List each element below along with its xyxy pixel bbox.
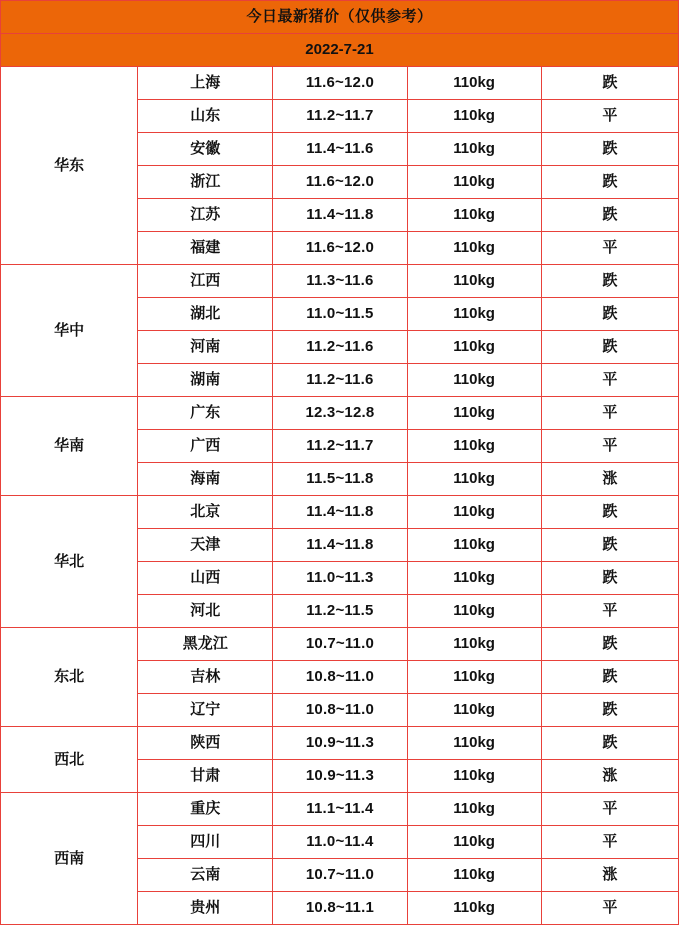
city-cell: 广东 [138,397,273,430]
city-cell: 山东 [138,100,273,133]
weight-cell: 110kg [407,232,541,265]
table-row [1,397,679,430]
weight-cell: 110kg [407,265,541,298]
city-cell: 广西 [138,430,273,463]
region-cell: 西北 [1,727,138,793]
trend-cell: 平 [541,892,678,925]
price-cell: 11.4~11.8 [273,496,407,529]
city-cell: 河南 [138,331,273,364]
trend-cell: 跌 [541,529,678,562]
trend-cell: 跌 [541,67,678,100]
trend-cell: 跌 [541,331,678,364]
price-cell: 11.0~11.3 [273,562,407,595]
trend-cell: 跌 [541,298,678,331]
weight-cell: 110kg [407,595,541,628]
price-cell: 11.2~11.7 [273,430,407,463]
city-cell: 甘肃 [138,760,273,793]
trend-cell: 平 [541,364,678,397]
weight-cell: 110kg [407,364,541,397]
city-cell: 湖北 [138,298,273,331]
city-cell: 黑龙江 [138,628,273,661]
weight-cell: 110kg [407,133,541,166]
region-cell: 华东 [1,67,138,265]
weight-cell: 110kg [407,694,541,727]
price-cell: 11.3~11.6 [273,265,407,298]
city-cell: 浙江 [138,166,273,199]
region-cell: 华南 [1,397,138,496]
table-row [1,628,679,661]
page-title: 今日最新猪价（仅供参考） [1,1,679,34]
trend-cell: 跌 [541,166,678,199]
weight-cell: 110kg [407,496,541,529]
trend-cell: 平 [541,793,678,826]
city-cell: 上海 [138,67,273,100]
trend-cell: 平 [541,826,678,859]
table-body [1,67,679,925]
city-cell: 辽宁 [138,694,273,727]
price-cell: 11.4~11.8 [273,199,407,232]
city-cell: 吉林 [138,661,273,694]
trend-cell: 平 [541,232,678,265]
weight-cell: 110kg [407,463,541,496]
price-cell: 11.2~11.5 [273,595,407,628]
city-cell: 江苏 [138,199,273,232]
region-cell: 东北 [1,628,138,727]
weight-cell: 110kg [407,760,541,793]
weight-cell: 110kg [407,397,541,430]
trend-cell: 涨 [541,859,678,892]
trend-cell: 平 [541,100,678,133]
table-date-row [1,34,679,67]
weight-cell: 110kg [407,793,541,826]
price-cell: 10.8~11.1 [273,892,407,925]
weight-cell: 110kg [407,562,541,595]
price-cell: 10.8~11.0 [273,694,407,727]
region-cell: 西南 [1,793,138,925]
table-title-row [1,1,679,34]
price-cell: 11.5~11.8 [273,463,407,496]
weight-cell: 110kg [407,100,541,133]
price-cell: 11.2~11.6 [273,364,407,397]
city-cell: 天津 [138,529,273,562]
city-cell: 重庆 [138,793,273,826]
price-cell: 11.0~11.5 [273,298,407,331]
price-cell: 10.8~11.0 [273,661,407,694]
trend-cell: 跌 [541,199,678,232]
table-row [1,67,679,100]
city-cell: 云南 [138,859,273,892]
trend-cell: 涨 [541,760,678,793]
date-label: 2022-7-21 [1,34,679,67]
city-cell: 山西 [138,562,273,595]
trend-cell: 跌 [541,562,678,595]
city-cell: 海南 [138,463,273,496]
weight-cell: 110kg [407,430,541,463]
price-cell: 10.9~11.3 [273,727,407,760]
trend-cell: 平 [541,397,678,430]
region-cell: 华中 [1,265,138,397]
trend-cell: 涨 [541,463,678,496]
weight-cell: 110kg [407,529,541,562]
trend-cell: 跌 [541,265,678,298]
weight-cell: 110kg [407,727,541,760]
trend-cell: 平 [541,430,678,463]
weight-cell: 110kg [407,67,541,100]
price-cell: 11.0~11.4 [273,826,407,859]
weight-cell: 110kg [407,661,541,694]
price-cell: 10.7~11.0 [273,628,407,661]
trend-cell: 跌 [541,133,678,166]
weight-cell: 110kg [407,199,541,232]
price-cell: 11.4~11.8 [273,529,407,562]
weight-cell: 110kg [407,331,541,364]
weight-cell: 110kg [407,826,541,859]
weight-cell: 110kg [407,892,541,925]
price-cell: 11.1~11.4 [273,793,407,826]
city-cell: 河北 [138,595,273,628]
table-row [1,265,679,298]
price-cell: 11.6~12.0 [273,232,407,265]
trend-cell: 跌 [541,628,678,661]
table-row [1,496,679,529]
city-cell: 北京 [138,496,273,529]
table-row [1,793,679,826]
city-cell: 贵州 [138,892,273,925]
trend-cell: 跌 [541,694,678,727]
price-cell: 11.4~11.6 [273,133,407,166]
region-cell: 华北 [1,496,138,628]
city-cell: 四川 [138,826,273,859]
trend-cell: 跌 [541,496,678,529]
price-cell: 11.2~11.7 [273,100,407,133]
city-cell: 安徽 [138,133,273,166]
price-cell: 12.3~12.8 [273,397,407,430]
weight-cell: 110kg [407,298,541,331]
city-cell: 福建 [138,232,273,265]
city-cell: 陕西 [138,727,273,760]
price-cell: 11.6~12.0 [273,67,407,100]
price-cell: 10.7~11.0 [273,859,407,892]
weight-cell: 110kg [407,628,541,661]
trend-cell: 跌 [541,661,678,694]
city-cell: 湖南 [138,364,273,397]
price-cell: 10.9~11.3 [273,760,407,793]
trend-cell: 平 [541,595,678,628]
table-row [1,727,679,760]
weight-cell: 110kg [407,859,541,892]
trend-cell: 跌 [541,727,678,760]
weight-cell: 110kg [407,166,541,199]
price-cell: 11.2~11.6 [273,331,407,364]
price-cell: 11.6~12.0 [273,166,407,199]
city-cell: 江西 [138,265,273,298]
